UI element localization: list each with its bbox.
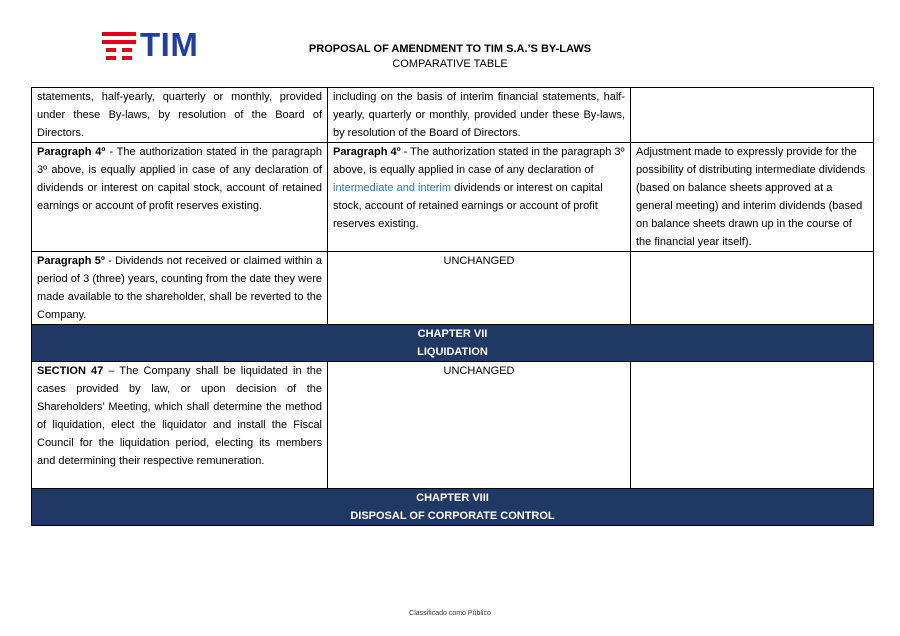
justification-cell: [631, 143, 874, 252]
justification-cell: [631, 362, 874, 489]
amended-text-highlight: intermediate and interim: [333, 182, 452, 194]
paragraph-label: Paragraph 4º: [333, 146, 401, 158]
justification-cell: [631, 252, 874, 325]
unchanged-label: UNCHANGED: [443, 255, 515, 267]
current-text-cell: [32, 143, 328, 252]
chapter-heading-row: [32, 489, 874, 526]
chapter-number: CHAPTER VIII: [416, 492, 489, 504]
paragraph-label: Paragraph 5º: [37, 255, 105, 267]
proposed-text-cell: [328, 362, 631, 489]
classification-footer: Classificado como Público: [409, 610, 491, 617]
table-row: [32, 252, 874, 325]
cell-text: - The authorization stated in the paragraph 3º above, is equally applied in case of any declaration of: [333, 146, 625, 176]
cell-text: including on the basis of interim financial statements, half-yearly, quarterly or monthly, provided under these By-laws, by resolution of the Board of Directors.: [333, 91, 625, 139]
chapter-number: CHAPTER VII: [417, 328, 488, 340]
cell-text: dividends or interest on capital stock, account of retained earnings or account of profit reserves existing.: [333, 182, 603, 230]
document-title: PROPOSAL OF AMENDMENT TO TIM S.A.’S BY-LAWS: [308, 43, 592, 55]
chapter-title: DISPOSAL OF CORPORATE CONTROL: [350, 510, 555, 522]
cell-text: statements, half-yearly, quarterly or monthly, provided under these By-laws, by resolution of the Board of Directors.: [37, 91, 322, 139]
proposed-text-cell: [328, 252, 631, 325]
chapter-heading: [32, 489, 874, 526]
table-row: [32, 143, 874, 252]
chapter-heading-row: [32, 325, 874, 362]
comparative-table: [31, 87, 874, 526]
paragraph-label: Paragraph 4º: [37, 146, 106, 158]
current-text-cell: [32, 362, 328, 489]
cell-text: – The Company shall be liquidated in the cases provided by law, or upon decision of the Shareholders’ Meeting, which shall determine the method of liquidation, elect the liquidator and install the Fiscal Council for the liquidation period, electing its members and determining their respective remuneration.: [37, 365, 322, 467]
document-subtitle: COMPARATIVE TABLE: [392, 58, 508, 70]
cell-text: - Dividends not received or claimed within a period of 3 (three) years, counting from the date they were made available to the shareholder, shall be reverted to the Company.: [37, 255, 322, 321]
logo-wordmark: TIM: [140, 26, 199, 63]
cell-text: - The authorization stated in the paragraph 3º above, is equally applied in case of any declaration of dividends or interest on capital stock, account of retained earnings or account of profit reserves existing.: [37, 146, 322, 212]
cell-text: Adjustment made to expressly provide for the possibility of distributing intermediate dividends (based on balance sheets approved at a general meeting) and interim dividends (based on balance sheets drawn up in the course of the financial year itself).: [636, 146, 866, 248]
chapter-title: LIQUIDATION: [417, 346, 488, 358]
table-row: [32, 362, 874, 489]
chapter-heading: [32, 325, 874, 362]
justification-cell: [631, 88, 874, 143]
current-text-cell: [32, 88, 328, 143]
unchanged-label: UNCHANGED: [443, 365, 515, 377]
table-row: [32, 88, 874, 143]
current-text-cell: [32, 252, 328, 325]
proposed-text-cell: [328, 143, 631, 252]
section-label: SECTION 47: [37, 365, 104, 377]
proposed-text-cell: [328, 88, 631, 143]
